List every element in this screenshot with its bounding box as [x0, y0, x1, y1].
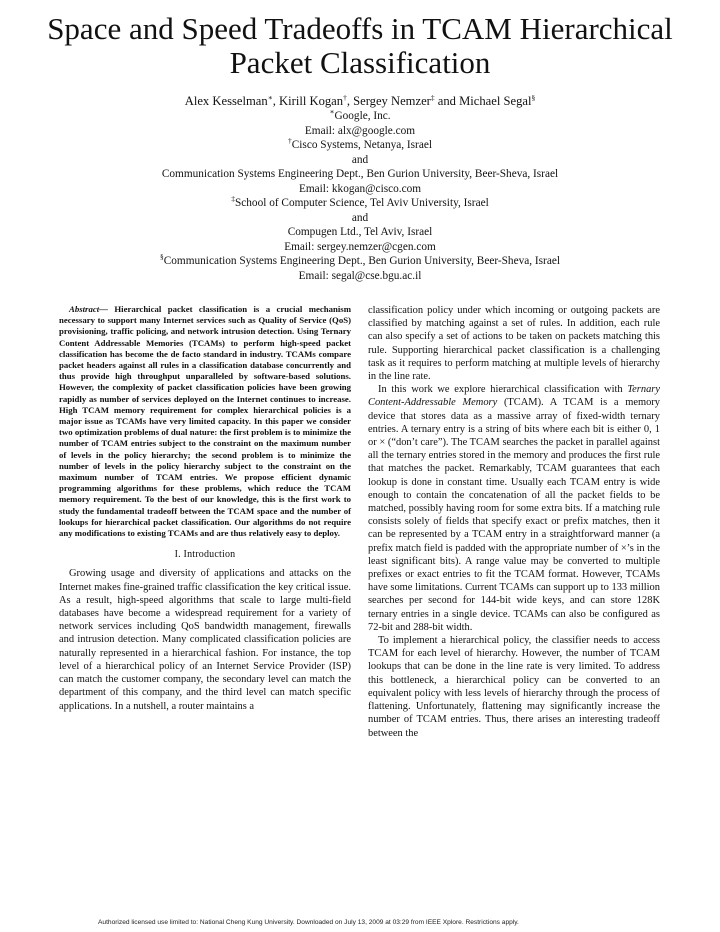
license-footer: Authorized licensed use limited to: National Cheng Kung University. Downloaded on July 13, 2009 at 03:29 from IEEE Xplore. Restrictions apply. [98, 919, 519, 926]
author-name: Sergey Nemzer [353, 94, 431, 108]
affiliation-line [60, 240, 660, 255]
author-mark: ∗ [267, 92, 273, 102]
abstract-dash: — [99, 304, 115, 314]
affiliation-text: and [351, 211, 369, 224]
author-name: Alex Kesselman [184, 94, 268, 108]
affiliation-text: Communication Systems Engineering Dept., Ben Gurion University, Beer-Sheva, Israel [161, 168, 559, 181]
author-mark: ‡ [430, 92, 435, 102]
affiliation-line [60, 138, 660, 153]
affiliation-line [60, 109, 660, 124]
section-heading: I. Introduction [174, 549, 236, 561]
affiliation-text: Email: alx@google.com [304, 124, 416, 137]
intro-paragraph: Growing usage and diversity of applications and attacks on the Internet makes fine-grained traffic classification the key critical issue. As a result, high-speed algorithms that scale to large multi-field databases have become a widespread requirement for a variety of network services including QoS bandwidth management, firewalls and intrusion detection. Many complicated classification policies are naturally represented in a hierarchical fashion. For instance, the top level of a hierarchical policy of an Internet Service Provider (ISP) can match the customer company, the secondary level can match the department of this company, and the third level can match specific applications. In a nutshell, a router maintains a [59, 568, 351, 712]
paragraph-text: (TCAM). A TCAM is a memory device that stores data as a massive array of fixed-width ternary entries. A ternary entry is a string of bits where each bit is either 0, 1 or × (“don’t care”). The TCAM searches the packet in parallel against all the ternary entries stored in the memory and produces the first rule that matches the packet. Remarkably, TCAM guarantees that each lookup is done in constant time. Usually each TCAM entry is wide enough to contain the concatenation of all the packet fields to be matched, possibly having room for some extra bits. If a matching rule consists solely of fields that specify exact or prefix matches, then it can be represented by a TCAM entry in a straightforward manner (a prefix match field is padded with the appropriate number of ×’s in the least significant bits). A range value may be converted to multiple prefixes or exact entries to fit the TCAM format. However, TCAMs have some limitations. Current TCAMs can support up to 133 million searches per second for 144-bit wide keys, and can store 128K ternary entries in a single device. TCAMs can also be configured as 72-bit and 288-bit width. [368, 397, 660, 633]
affiliation-text: and [351, 153, 369, 166]
body-paragraph: classification policy under which incoming or outgoing packets are classified by matching against a set of rules. In addition, each rule can also specify a set of actions to be taken on packets matching this rule. Supporting hierarchical packet classification is a challenging task as it requires to perform matching at multiple levels of hierarchy in the line rate. [368, 305, 660, 383]
author-name: Michael Segal [459, 94, 532, 108]
left-column [59, 304, 351, 713]
affiliation-line [60, 211, 660, 226]
emphasized-term: Ternary Content-Addressable Memory [368, 384, 660, 409]
author-separator: , [272, 94, 280, 108]
affiliation-text: Communication Systems Engineering Dept., Ben Gurion University, Beer-Sheva, Israel [163, 255, 560, 268]
author-and: and [434, 94, 460, 108]
author-mark: § [531, 92, 536, 102]
paragraph-text: In this work we explore hierarchical classification with [378, 384, 628, 396]
affiliation-text: Email: kkogan@cisco.com [298, 182, 422, 195]
affiliation-text: Email: segal@cse.bgu.ac.il [298, 270, 422, 283]
abstract-text: Hierarchical packet classification is a crucial mechanism necessary to support many Internet services such as Quality of Service (QoS) provisioning, traffic policing, and network intrusion detection. Using Ternary Content Addressable Memories (TCAMs) to perform high-speed packet classification has become the de facto standard in industry. TCAMs compare packet headers against all rules in a classification database concurrently and thus provide high throughput unparalleled by software-based solutions. However, the complexity of packet classification policies have been growing rapidly as number of services deployed on the Internet continues to increase. High TCAM memory requirement for complex hierarchical policies is a major issue as TCAMs have very limited capacity. In this paper we consider two optimization problems of dual nature: the first problem is to minimize the number of TCAM entries subject to the constraint on the maximum number of levels in the policy hierarchy; the second problem is to minimize the number of levels in the policy hierarchy subject to the constraint on the maximum number of TCAM entries. We propose efficient dynamic programming algorithms for these problems, which reduce the TCAM memory requirement. To the best of our knowledge, this is the first work to study the fundamental tradeoff between the TCAM space and the number of lookups for hierarchical packet classification. Our algorithms do not require any modifications to existing TCAMs and are thus relatively easy to deploy. [59, 304, 351, 539]
affiliation-line [60, 167, 660, 182]
right-column [368, 304, 660, 740]
affiliation-line [60, 124, 660, 139]
affiliation-mark: ∗ [329, 107, 335, 117]
affiliation-text: School of Computer Science, Tel Aviv University, Israel [234, 197, 489, 210]
affiliation-mark: ‡ [231, 194, 235, 204]
affiliation-line [60, 269, 660, 284]
affiliation-block [60, 109, 660, 284]
abstract [59, 304, 351, 539]
affiliation-text: Google, Inc. [334, 110, 391, 122]
affiliation-line [60, 254, 660, 269]
abstract-label: Abstract [69, 304, 100, 314]
author-name: Kirill Kogan [279, 94, 344, 108]
affiliation-text: Cisco Systems, Netanya, Israel [291, 139, 432, 152]
body-paragraph-tcam [368, 383, 660, 634]
author-mark: † [343, 92, 347, 102]
affiliation-mark: § [160, 252, 164, 262]
affiliation-text: Compugen Ltd., Tel Aviv, Israel [287, 226, 433, 239]
author-separator: , [346, 94, 354, 108]
affiliation-mark: † [288, 136, 292, 146]
affiliation-line [60, 196, 660, 211]
affiliation-line [60, 182, 660, 197]
body-paragraph: To implement a hierarchical policy, the classifier needs to access TCAM for each level of hierarchy. However, the number of TCAM lookups that can be done in the line rate is very limited. To address this bottleneck, a hierarchical policy can be converted to an equivalent policy with less levels of hierarchy through the process of flattening. Unfortunately, flattening may significantly increase the number of TCAM entries. Thus, there arises an interesting tradeoff between the [368, 635, 660, 739]
affiliation-line [60, 153, 660, 168]
paper-title: Space and Speed Tradeoffs in TCAM Hierarchical Packet Classification [47, 11, 673, 80]
affiliation-line [60, 225, 660, 240]
affiliation-text: Email: sergey.nemzer@cgen.com [284, 240, 436, 253]
